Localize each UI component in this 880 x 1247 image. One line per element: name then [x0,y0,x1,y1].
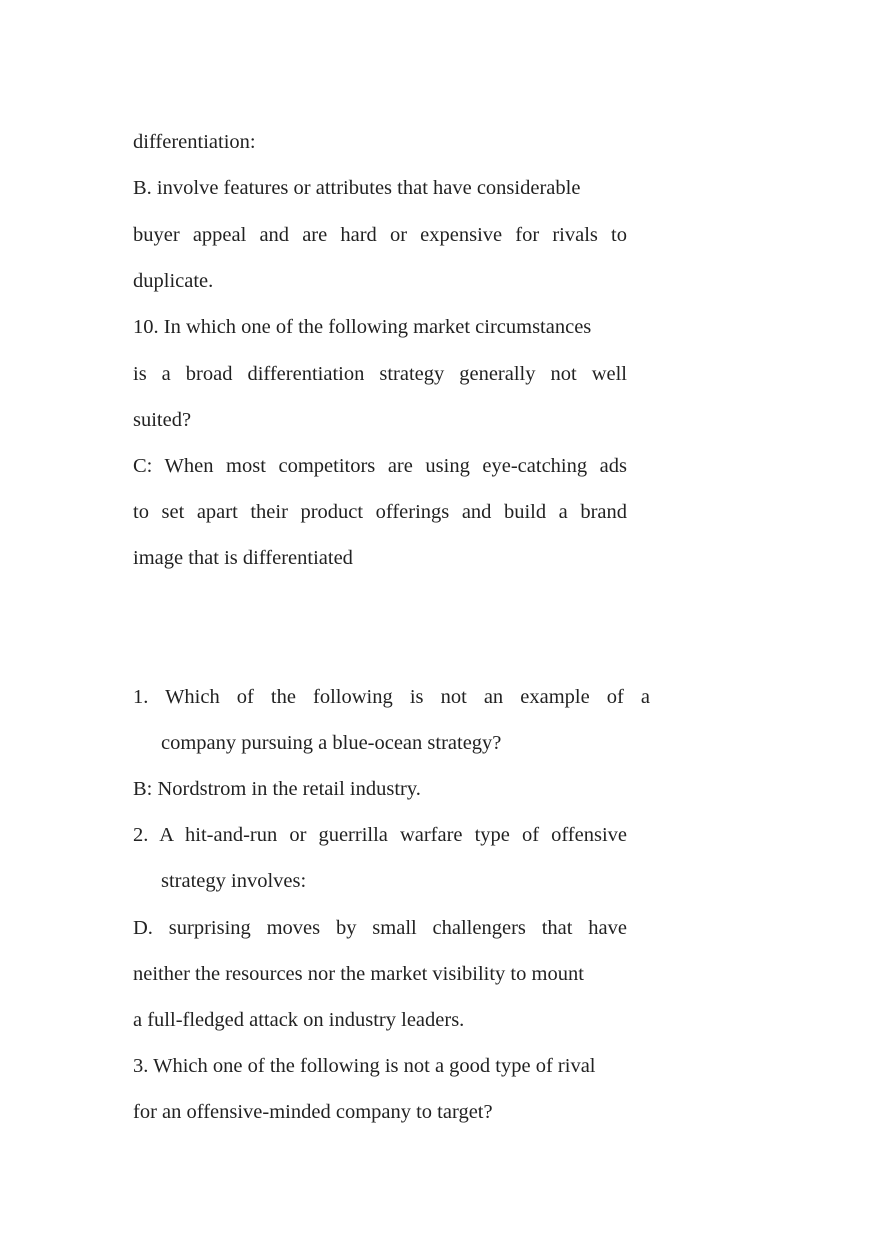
question-text-line: 1. Which of the following is not an example of a [133,686,650,708]
answer-text-line: B. involve features or attributes that have considerable [133,177,581,199]
answer-text-line: image that is differentiated [133,547,353,569]
answer-text-line: buyer appeal and are hard or expensive for rivals to [133,224,627,246]
question-text-line: is a broad differentiation strategy generally not well [133,363,627,385]
question-text-line: 10. In which one of the following market circumstances [133,316,592,338]
answer-text-line: D. surprising moves by small challengers that have [133,917,627,939]
question-text-line: 2. A hit-and-run or guerrilla warfare type of offensive [133,824,627,846]
question-text-line: strategy involves: [161,870,307,892]
answer-text-line: duplicate. [133,270,214,292]
question-text-line: for an offensive-minded company to target? [133,1101,493,1123]
question-text-line: 3. Which one of the following is not a good type of rival [133,1055,596,1077]
answer-text-line: C: When most competitors are using eye-catching ads [133,455,627,477]
answer-text-line: B: Nordstrom in the retail industry. [133,778,421,800]
answer-text-line: to set apart their product offerings and build a brand [133,501,627,523]
answer-text-line: differentiation: [133,131,256,153]
answer-text-line: neither the resources nor the market visibility to mount [133,963,584,985]
answer-text-line: a full-fledged attack on industry leaders. [133,1009,465,1031]
question-text-line: company pursuing a blue-ocean strategy? [161,732,502,754]
question-text-line: suited? [133,409,192,431]
